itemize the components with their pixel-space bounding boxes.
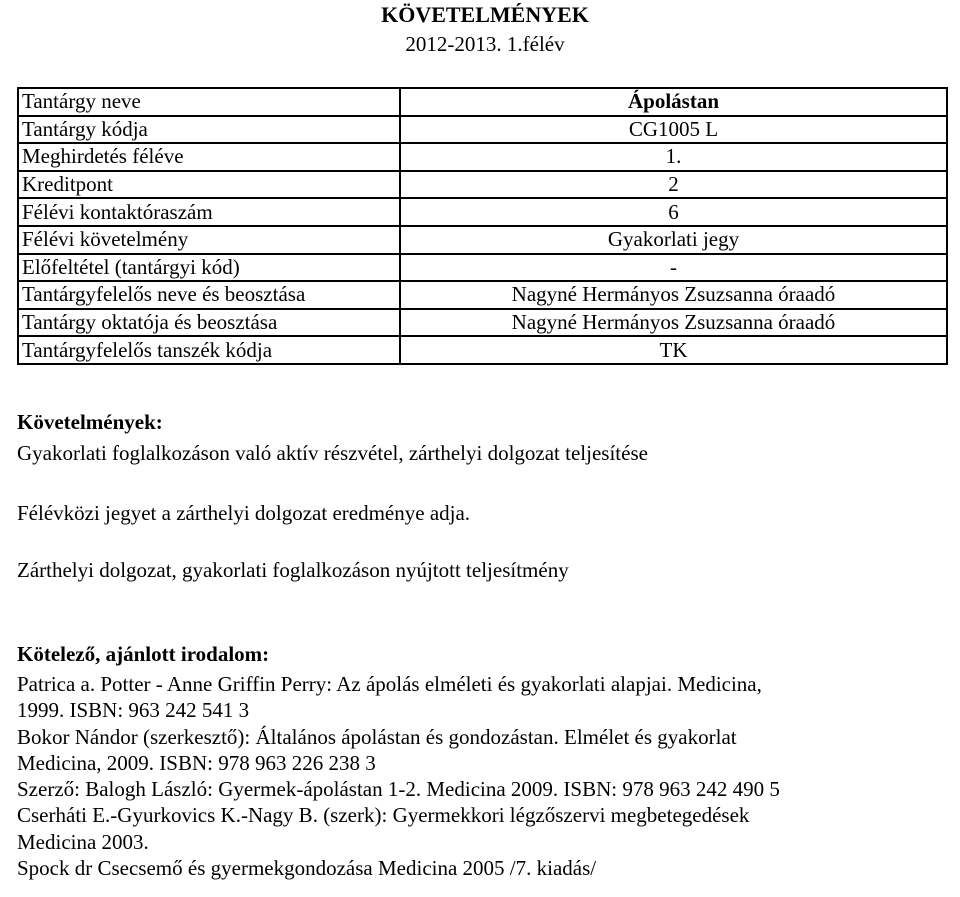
requirements-line-1: Gyakorlati foglalkozáson való aktív részvétel, zárthelyi dolgozat teljesítése xyxy=(17,441,648,465)
row-label: Előfeltétel (tantárgyi kód) xyxy=(18,254,400,282)
table-row xyxy=(18,309,947,337)
row-label: Meghirdetés féléve xyxy=(18,143,400,171)
requirements-heading: Követelmények: xyxy=(17,410,163,434)
row-label: Kreditpont xyxy=(18,171,400,199)
literature-heading: Kötelező, ajánlott irodalom: xyxy=(17,642,270,666)
literature-line: Medicina, 2009. ISBN: 978 963 226 238 3 xyxy=(17,750,376,775)
row-label: Tantárgyfelelős neve és beosztása xyxy=(18,281,400,309)
course-info-table xyxy=(17,87,948,365)
row-value: TK xyxy=(400,336,947,364)
table-row xyxy=(18,226,947,254)
row-label: Félévi kontaktóraszám xyxy=(18,198,400,226)
literature-line: Medicina 2003. xyxy=(17,829,149,854)
table-row xyxy=(18,254,947,282)
row-label: Tantárgy oktatója és beosztása xyxy=(18,309,400,337)
row-label: Félévi követelmény xyxy=(18,226,400,254)
row-value: Nagyné Hermányos Zsuzsanna óraadó xyxy=(400,281,947,309)
row-label: Tantárgy kódja xyxy=(18,116,400,144)
row-value: 1. xyxy=(400,143,947,171)
literature-line: Szerző: Balogh László: Gyermek-ápolástan 1-2. Medicina 2009. ISBN: 978 963 242 490 5 xyxy=(17,777,780,802)
row-label: Tantárgy neve xyxy=(18,88,400,116)
table-row xyxy=(18,281,947,309)
row-value: - xyxy=(400,254,947,282)
table-row xyxy=(18,116,947,144)
term-subtitle: 2012-2013. 1.félév xyxy=(405,32,565,56)
row-label: Tantárgyfelelős tanszék kódja xyxy=(18,336,400,364)
table-row xyxy=(18,143,947,171)
row-value: Gyakorlati jegy xyxy=(400,226,947,254)
document-title: KÖVETELMÉNYEK xyxy=(381,2,589,27)
table-row xyxy=(18,198,947,226)
literature-line: Bokor Nándor (szerkesztő): Általános ápolástan és gondozástan. Elmélet és gyakorlat xyxy=(17,724,737,749)
requirements-line-2: Félévközi jegyet a zárthelyi dolgozat eredménye adja. xyxy=(17,501,471,525)
literature-line: Patrica a. Potter - Anne Griffin Perry: Az ápolás elméleti és gyakorlati alapjai. Medicina, xyxy=(17,672,762,696)
table-row xyxy=(18,171,947,199)
literature-line: Spock dr Csecsemő és gyermekgondozása Medicina 2005 /7. kiadás/ xyxy=(17,856,597,881)
row-value: Ápolástan xyxy=(400,88,947,116)
row-value: 2 xyxy=(400,171,947,199)
requirements-line-3: Zárthelyi dolgozat, gyakorlati foglalkozáson nyújtott teljesítmény xyxy=(17,558,569,582)
row-value: CG1005 L xyxy=(400,116,947,144)
literature-line: Cserháti E.-Gyurkovics K.-Nagy B. (szerk): Gyermekkori légzőszervi megbetegedések xyxy=(17,803,750,828)
literature-list xyxy=(17,671,780,881)
literature-line: 1999. ISBN: 963 242 541 3 xyxy=(17,698,250,723)
table-row xyxy=(18,88,947,116)
row-value: 6 xyxy=(400,198,947,226)
row-value: Nagyné Hermányos Zsuzsanna óraadó xyxy=(400,309,947,337)
table-row xyxy=(18,336,947,364)
